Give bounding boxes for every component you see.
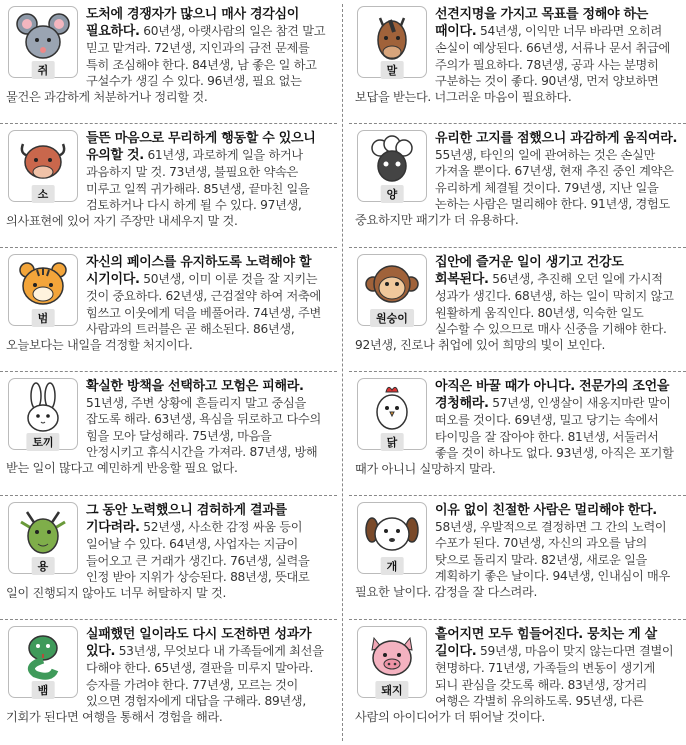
fortune-entry-ox: [0, 124, 337, 248]
fortune-headline: 집안에 즐거운 일이 생기고 건강도 회복된다.: [435, 255, 624, 288]
rooster-icon: [364, 382, 420, 436]
fortune-body: 60년생, 아랫사람의 일은 참견 말고 믿고 맡겨라. 72년생, 지인과의 금전 문제를 특히 조심해야 한다. 84년생, 남 좋은 일 하고 구설수가 생길 수 있다. 96년생, 필요 없는 물건은 과감하게 처분하거나 정리할 것.: [6, 24, 326, 105]
dragon-icon: [15, 506, 71, 560]
fortune-entry-dog: [349, 496, 686, 620]
fortune-headline: 확실한 방책을 선택하고 모험은 피해라.: [86, 379, 304, 394]
fortune-headline: 들뜬 마음으로 무리하게 행동할 수 있으니 유의할 것.: [86, 131, 316, 164]
pig-icon: [364, 630, 420, 684]
zodiac-label: 닭: [381, 433, 404, 451]
fortune-body: 55년생, 타인의 일에 관여하는 것은 손실만 가져올 뿐이다. 67년생, 현재 추진 중인 계약은 유리하게 체결될 것이다. 79년생, 지난 일을 논하는 사람은 멀리해야 한다. 91년생, 경험도 중요하지만 패기가 더 유용하다.: [355, 148, 674, 228]
zodiac-icon-box: [8, 6, 78, 78]
zodiac-label: 개: [381, 557, 404, 575]
zodiac-icon-box: [357, 502, 427, 574]
fortune-entry-tiger: [0, 248, 337, 372]
zodiac-icon-box: [8, 130, 78, 202]
fortune-headline: 도처에 경쟁자가 많으니 매사 경각심이 필요하다.: [86, 7, 300, 40]
fortune-entry-snake: [0, 620, 337, 744]
zodiac-icon-box: [8, 254, 78, 326]
zodiac-icon-box: [357, 130, 427, 202]
column-divider: [342, 4, 343, 741]
ox-icon: [15, 134, 71, 188]
zodiac-label: 원숭이: [370, 309, 414, 327]
left-column: [0, 0, 337, 745]
fortune-body: 51년생, 주변 상황에 흔들리지 말고 중심을 잡도록 해라. 63년생, 욕심을 뒤로하고 다수의 힘을 모아 달성해라. 75년생, 마음을 안정시키고 휴식시간을 가져라. 87년생, 방해 받는 일이 많다고 예민하게 반응할 필요 없다.: [6, 396, 321, 476]
fortune-headline: 이유 없이 친절한 사람은 멀리해야 한다.: [435, 503, 657, 518]
horse-icon: [364, 10, 420, 64]
zodiac-label: 소: [32, 185, 55, 203]
fortune-body: 61년생, 과로하게 일을 하거나 과음하지 말 것. 73년생, 불필요한 약속은 미루고 일찍 귀가해라. 85년생, 끝마친 일을 검토하거나 다시 하게 될 수 있다. 97년생, 의사표현에 있어 자기 주장만 내세우지 말 것.: [6, 148, 310, 229]
fortune-headline: 아직은 바꿀 때가 아니다. 전문가의 조언을 경청해라.: [435, 379, 670, 412]
fortune-entry-rat: [0, 0, 337, 124]
fortune-entry-sheep: [349, 124, 686, 248]
fortune-body: 57년생, 인생살이 새옹지마란 말이 떠오를 것이다. 69년생, 밀고 당기는 속에서 타이밍을 잘 잡아야 한다. 81년생, 서둘러서 좋을 것이 하나도 없다. 93년생, 아직은 포기할 때가 아니니 실망하지 말라.: [355, 396, 674, 477]
zodiac-icon-box: [8, 502, 78, 574]
fortune-body: 54년생, 이익만 너무 바라면 오히려 손실이 예상된다. 66년생, 서류나 문서 취급에 주의가 필요하다. 78년생, 공과 사는 분명히 구분하는 것이 좋다. 90년생, 먼저 양보하면 보답을 받는다. 너그러운 마음이 필요하다.: [355, 24, 670, 105]
zodiac-icon-box: [357, 6, 427, 78]
fortune-entry-pig: [349, 620, 686, 744]
zodiac-label: 쥐: [32, 61, 55, 79]
fortune-headline: 자신의 페이스를 유지하도록 노력해야 할 시기이다.: [86, 255, 312, 288]
zodiac-label: 양: [381, 185, 404, 203]
zodiac-label: 뱀: [32, 681, 55, 699]
fortune-entry-rabbit: [0, 372, 337, 496]
zodiac-label: 돼지: [375, 681, 408, 699]
fortune-headline: 흩어지면 모두 힘들어진다. 뭉치는 게 살 길이다.: [435, 627, 657, 660]
fortune-entry-dragon: [0, 496, 337, 620]
fortune-headline: 선견지명을 가지고 목표를 정해야 하는 때이다.: [435, 7, 649, 40]
fortune-body: 53년생, 무엇보다 내 가족들에게 최선을 다해야 한다. 65년생, 결판을 미루지 말아라. 승자를 가려야 한다. 77년생, 모르는 것이 있으면 경험자에게 대답을 구해라. 89년생, 기회가 된다면 여행을 통해서 경험을 해라.: [6, 644, 324, 725]
zodiac-label: 용: [32, 557, 55, 575]
zodiac-label: 말: [381, 61, 404, 79]
fortune-headline: 그 동안 노력했으니 겸허하게 결과를 기다려라.: [86, 503, 287, 536]
tiger-icon: [15, 258, 71, 312]
monkey-icon: [364, 258, 420, 312]
snake-icon: [15, 630, 71, 684]
zodiac-icon-box: [8, 378, 78, 450]
fortune-entry-monkey: [349, 248, 686, 372]
fortune-body: 58년생, 우발적으로 결정하면 그 간의 노력이 수포가 된다. 70년생, 자신의 과오를 남의 탓으로 돌리지 말라. 82년생, 새로운 일을 계획하기 좋은 날이다. 94년생, 인내심이 매우 필요한 날이다. 감정을 잘 다스려라.: [355, 520, 670, 600]
zodiac-icon-box: [357, 378, 427, 450]
rat-icon: [15, 10, 71, 64]
fortune-body: 59년생, 마음이 맞지 않는다면 결별이 현명하다. 71년생, 가족들의 변동이 생기게 되니 관심을 갖도록 해라. 83년생, 장거리 여행은 각별히 유의하도록. 95년생, 다른 사람의 아이디어가 더 뛰어날 것이다.: [355, 644, 674, 725]
zodiac-icon-box: [357, 626, 427, 698]
fortune-headline: 유리한 고지를 점했으니 과감하게 움직여라.: [435, 131, 678, 146]
rabbit-icon: [15, 382, 71, 436]
zodiac-icon-box: [357, 254, 427, 326]
zodiac-label: 범: [32, 309, 55, 327]
zodiac-icon-box: [8, 626, 78, 698]
fortune-body: 56년생, 추진해 오던 일에 가시적 성과가 생긴다. 68년생, 하는 일이 막히지 않고 원활하게 움직인다. 80년생, 익숙한 일도 실수할 수 있으므로 매사 신중을 기해야 한다. 92년생, 진로나 취업에 있어 희망의 빛이 보인다.: [355, 272, 674, 353]
fortune-body: 50년생, 이미 이룬 것을 잘 지키는 것이 중요하다. 62년생, 근검절약 하여 저축에 힘쓰고 이웃에게 덕을 베풀어라. 74년생, 주변 사람과의 트러블은 곧 해소된다. 86년생, 오늘보다는 내일을 걱정할 처지이다.: [6, 272, 321, 353]
sheep-icon: [364, 134, 420, 188]
fortune-body: 52년생, 사소한 감정 싸움 등이 일어날 수 있다. 64년생, 사업자는 지금이 들어오고 큰 거래가 생긴다. 76년생, 실력을 인정 받아 지위가 상승된다. 88년생, 뜻대로 일이 진행되지 않아도 너무 허탈하지 말 것.: [6, 520, 310, 601]
dog-icon: [364, 506, 420, 560]
zodiac-label: 토끼: [26, 433, 59, 451]
fortune-entry-rooster: [349, 372, 686, 496]
fortune-headline: 실패했던 일이라도 다시 도전하면 성과가 있다.: [86, 627, 312, 660]
fortune-entry-horse: [349, 0, 686, 124]
right-column: [349, 0, 686, 745]
